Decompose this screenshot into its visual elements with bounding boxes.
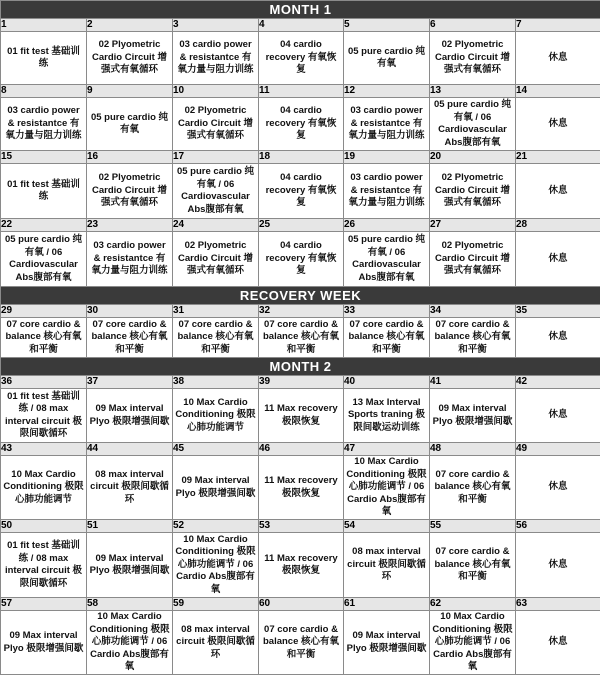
workout-label: 05 pure cardio 纯有氧 / 06 Cardiovascular Abs腹部有氧 <box>433 99 512 148</box>
day-number-row <box>1 376 600 389</box>
workout-cell <box>87 98 173 151</box>
workout-label: 05 pure cardio 纯有氧 <box>347 45 426 69</box>
workout-cell <box>173 164 259 219</box>
workout-cell <box>259 232 344 287</box>
day-number: 12 <box>344 85 430 98</box>
day-number: 53 <box>259 520 344 533</box>
workout-row <box>1 98 600 151</box>
workout-label: 02 Plyometric Cardio Circuit 增强式有氧循环 <box>435 39 510 76</box>
workout-label: 11 Max recovery 极限恢复 <box>264 552 338 576</box>
workout-label: 09 Max interval Plyo 极限增强间歇 <box>175 475 256 499</box>
workout-row <box>1 456 600 520</box>
workout-label: 04 cardio recovery 有氧恢复 <box>265 172 337 209</box>
day-number-row <box>1 443 600 456</box>
day-number: 22 <box>1 219 87 232</box>
workout-cell <box>430 456 516 520</box>
day-number: 58 <box>87 598 173 611</box>
workout-cell <box>259 164 344 219</box>
day-number-row <box>1 305 600 318</box>
day-number-row <box>1 520 600 533</box>
workout-label: 09 Max interval Plyo 极限增强间歇 <box>432 403 513 427</box>
workout-cell <box>87 164 173 219</box>
day-number: 59 <box>173 598 259 611</box>
workout-label: 10 Max Cardio Conditioning 极限心肺功能调节 <box>175 396 256 433</box>
day-number: 9 <box>87 85 173 98</box>
day-number: 26 <box>344 219 430 232</box>
workout-cell <box>344 389 430 443</box>
day-number: 31 <box>173 305 259 318</box>
day-number: 8 <box>1 85 87 98</box>
day-number: 29 <box>1 305 87 318</box>
day-number: 46 <box>259 443 344 456</box>
workout-label: 07 core cardio & balance 核心有氧和平衡 <box>5 318 82 355</box>
workout-label: 01 fit test 基础训练 / 08 max interval circuit 极限间歇循环 <box>4 390 83 439</box>
workout-label: 11 Max recovery 极限恢复 <box>264 403 338 427</box>
workout-cell <box>344 611 430 675</box>
workout-row <box>1 318 600 358</box>
workout-cell <box>173 456 259 520</box>
workout-row <box>1 389 600 443</box>
workout-cell <box>259 456 344 520</box>
workout-cell <box>516 611 600 675</box>
day-number: 18 <box>259 151 344 164</box>
workout-cell <box>430 32 516 85</box>
day-number: 38 <box>173 376 259 389</box>
day-number: 23 <box>87 219 173 232</box>
day-number: 63 <box>516 598 600 611</box>
workout-cell <box>1 533 87 598</box>
workout-cell <box>516 318 600 358</box>
day-number: 32 <box>259 305 344 318</box>
section-header <box>1 1 600 19</box>
workout-label: 08 max interval circuit 极限间歇循环 <box>90 468 169 505</box>
workout-label: 11 Max recovery 极限恢复 <box>264 475 338 499</box>
day-number: 35 <box>516 305 600 318</box>
workout-label: 05 pure cardio 纯有氧 / 06 Cardiovascular Abs腹部有氧 <box>347 234 426 283</box>
day-number: 39 <box>259 376 344 389</box>
day-number: 51 <box>87 520 173 533</box>
day-number: 28 <box>516 219 600 232</box>
workout-cell <box>516 164 600 219</box>
workout-cell <box>173 98 259 151</box>
workout-label: 05 pure cardio 纯有氧 / 06 Cardiovascular Abs腹部有氧 <box>176 166 255 215</box>
day-number: 60 <box>259 598 344 611</box>
workout-label: 04 cardio recovery 有氧恢复 <box>265 105 337 142</box>
workout-label: 05 pure cardio 纯有氧 <box>90 111 169 135</box>
workout-row <box>1 164 600 219</box>
workout-label: 休息 <box>548 409 568 421</box>
day-number: 4 <box>259 19 344 32</box>
workout-label: 07 core cardio & balance 核心有氧和平衡 <box>434 546 511 583</box>
workout-label: 休息 <box>548 331 568 343</box>
workout-label: 休息 <box>548 252 568 264</box>
day-number: 17 <box>173 151 259 164</box>
day-number: 24 <box>173 219 259 232</box>
day-number: 33 <box>344 305 430 318</box>
day-number: 44 <box>87 443 173 456</box>
day-number: 45 <box>173 443 259 456</box>
workout-cell <box>516 533 600 598</box>
workout-label: 07 core cardio & balance 核心有氧和平衡 <box>262 623 340 660</box>
workout-cell <box>430 318 516 358</box>
day-number: 25 <box>259 219 344 232</box>
day-number: 34 <box>430 305 516 318</box>
day-number-row <box>1 598 600 611</box>
workout-label: 09 Max interval Plyo 极限增强间歇 <box>3 630 84 654</box>
workout-cell <box>516 232 600 287</box>
workout-label: 04 cardio recovery 有氧恢复 <box>265 39 337 76</box>
workout-cell <box>430 389 516 443</box>
day-number: 56 <box>516 520 600 533</box>
workout-cell <box>259 98 344 151</box>
workout-cell <box>430 98 516 151</box>
month1-title: MONTH 1 <box>1 1 600 19</box>
day-number-row <box>1 219 600 232</box>
workout-cell <box>430 611 516 675</box>
recovery-title: RECOVERY WEEK <box>1 287 600 305</box>
day-number: 54 <box>344 520 430 533</box>
workout-label: 03 cardio power & resistantce 有氧力量与阻力训练 <box>348 172 425 209</box>
day-number: 1 <box>1 19 87 32</box>
workout-row <box>1 32 600 85</box>
workout-cell <box>344 98 430 151</box>
section-header <box>1 358 600 376</box>
day-number: 42 <box>516 376 600 389</box>
day-number: 6 <box>430 19 516 32</box>
workout-label: 07 core cardio & balance 核心有氧和平衡 <box>177 318 254 355</box>
workout-cell <box>1 318 87 358</box>
workout-label: 10 Max Cardio Conditioning 极限心肺功能调节 / 06 Cardio Abs腹部有氧 <box>175 533 256 595</box>
workout-label: 09 Max interval Plyo 极限增强间歇 <box>89 552 170 576</box>
workout-label: 03 cardio power & resistantce 有氧力量与阻力训练 <box>348 105 425 142</box>
workout-label: 01 fit test 基础训练 <box>7 45 80 69</box>
workout-cell <box>259 611 344 675</box>
workout-cell <box>87 32 173 85</box>
day-number: 20 <box>430 151 516 164</box>
workout-label: 休息 <box>548 184 568 196</box>
day-number: 36 <box>1 376 87 389</box>
day-number: 40 <box>344 376 430 389</box>
workout-cell <box>259 32 344 85</box>
workout-label: 02 Plyometric Cardio Circuit 增强式有氧循环 <box>435 172 510 209</box>
day-number: 27 <box>430 219 516 232</box>
workout-label: 09 Max interval Plyo 极限增强间歇 <box>346 630 427 654</box>
day-number-row <box>1 19 600 32</box>
workout-cell <box>1 164 87 219</box>
workout-cell <box>1 389 87 443</box>
workout-cell <box>344 232 430 287</box>
workout-cell <box>1 32 87 85</box>
workout-cell <box>173 232 259 287</box>
workout-label: 05 pure cardio 纯有氧 / 06 Cardiovascular Abs腹部有氧 <box>4 234 83 283</box>
workout-label: 02 Plyometric Cardio Circuit 增强式有氧循环 <box>178 240 253 277</box>
day-number: 30 <box>87 305 173 318</box>
workout-label: 02 Plyometric Cardio Circuit 增强式有氧循环 <box>92 172 167 209</box>
workout-cell <box>344 533 430 598</box>
day-number: 5 <box>344 19 430 32</box>
workout-cell <box>344 456 430 520</box>
workout-label: 03 cardio power & resistantce 有氧力量与阻力训练 <box>91 240 168 277</box>
workout-cell <box>430 164 516 219</box>
day-number: 13 <box>430 85 516 98</box>
workout-label: 08 max interval circuit 极限间歇循环 <box>347 546 426 583</box>
workout-label: 03 cardio power & resistantce 有氧力量与阻力训练 <box>5 105 82 142</box>
workout-label: 07 core cardio & balance 核心有氧和平衡 <box>434 468 511 505</box>
day-number: 62 <box>430 598 516 611</box>
workout-cell <box>1 232 87 287</box>
workout-cell <box>173 318 259 358</box>
day-number: 52 <box>173 520 259 533</box>
workout-label: 休息 <box>548 117 568 129</box>
day-number: 55 <box>430 520 516 533</box>
workout-label: 08 max interval circuit 极限间歇循环 <box>176 623 255 660</box>
workout-label: 02 Plyometric Cardio Circuit 增强式有氧循环 <box>435 240 510 277</box>
day-number-row <box>1 151 600 164</box>
day-number-row <box>1 85 600 98</box>
workout-cell <box>344 164 430 219</box>
workout-label: 01 fit test 基础训练 / 08 max interval circuit 极限间歇循环 <box>4 540 83 589</box>
day-number: 50 <box>1 520 87 533</box>
workout-cell <box>87 456 173 520</box>
workout-cell <box>516 32 600 85</box>
workout-cell <box>430 533 516 598</box>
workout-label: 10 Max Cardio Conditioning 极限心肺功能调节 / 06 Cardio Abs腹部有氧 <box>346 456 427 518</box>
workout-cell <box>259 533 344 598</box>
workout-cell <box>1 611 87 675</box>
workout-cell <box>173 32 259 85</box>
workout-label: 休息 <box>548 51 568 63</box>
day-number: 49 <box>516 443 600 456</box>
workout-label: 10 Max Cardio Conditioning 极限心肺功能调节 / 06 Cardio Abs腹部有氧 <box>432 611 513 673</box>
workout-label: 07 core cardio & balance 核心有氧和平衡 <box>262 318 340 355</box>
day-number: 57 <box>1 598 87 611</box>
workout-label: 04 cardio recovery 有氧恢复 <box>265 240 337 277</box>
day-number: 47 <box>344 443 430 456</box>
workout-label: 休息 <box>548 481 568 493</box>
workout-label: 07 core cardio & balance 核心有氧和平衡 <box>91 318 168 355</box>
workout-cell <box>173 389 259 443</box>
workout-cell <box>173 611 259 675</box>
workout-label: 07 core cardio & balance 核心有氧和平衡 <box>348 318 425 355</box>
day-number: 21 <box>516 151 600 164</box>
day-number: 48 <box>430 443 516 456</box>
workout-cell <box>516 98 600 151</box>
workout-cell <box>1 98 87 151</box>
day-number: 10 <box>173 85 259 98</box>
workout-cell <box>344 318 430 358</box>
workout-cell <box>430 232 516 287</box>
day-number: 16 <box>87 151 173 164</box>
workout-cell <box>87 611 173 675</box>
day-number: 15 <box>1 151 87 164</box>
workout-label: 10 Max Cardio Conditioning 极限心肺功能调节 / 06 Cardio Abs腹部有氧 <box>89 611 170 673</box>
day-number: 37 <box>87 376 173 389</box>
workout-label: 09 Max interval Plyo 极限增强间歇 <box>89 403 170 427</box>
workout-row <box>1 533 600 598</box>
workout-cell <box>173 533 259 598</box>
workout-cell <box>1 456 87 520</box>
workout-label: 02 Plyometric Cardio Circuit 增强式有氧循环 <box>92 39 167 76</box>
workout-label: 10 Max Cardio Conditioning 极限心肺功能调节 <box>3 468 84 505</box>
day-number: 19 <box>344 151 430 164</box>
workout-cell <box>344 32 430 85</box>
day-number: 43 <box>1 443 87 456</box>
day-number: 7 <box>516 19 600 32</box>
workout-cell <box>259 318 344 358</box>
workout-label: 休息 <box>548 636 568 648</box>
workout-row <box>1 232 600 287</box>
workout-label: 01 fit test 基础训练 <box>7 178 80 202</box>
workout-cell <box>516 389 600 443</box>
workout-cell <box>516 456 600 520</box>
workout-label: 休息 <box>548 558 568 570</box>
workout-label: 02 Plyometric Cardio Circuit 增强式有氧循环 <box>178 105 253 142</box>
day-number: 11 <box>259 85 344 98</box>
workout-label: 07 core cardio & balance 核心有氧和平衡 <box>434 318 511 355</box>
day-number: 3 <box>173 19 259 32</box>
workout-cell <box>87 389 173 443</box>
workout-cell <box>259 389 344 443</box>
day-number: 14 <box>516 85 600 98</box>
workout-cell <box>87 318 173 358</box>
workout-label: 03 cardio power & resistantce 有氧力量与阻力训练 <box>177 39 254 76</box>
day-number: 2 <box>87 19 173 32</box>
day-number: 61 <box>344 598 430 611</box>
workout-label: 13 Max Interval Sports traning 极限间歇运动训练 <box>347 396 426 433</box>
day-number: 41 <box>430 376 516 389</box>
month2-title: MONTH 2 <box>1 358 600 376</box>
workout-cell <box>87 232 173 287</box>
workout-row <box>1 611 600 675</box>
workout-cell <box>87 533 173 598</box>
section-header <box>1 287 600 305</box>
